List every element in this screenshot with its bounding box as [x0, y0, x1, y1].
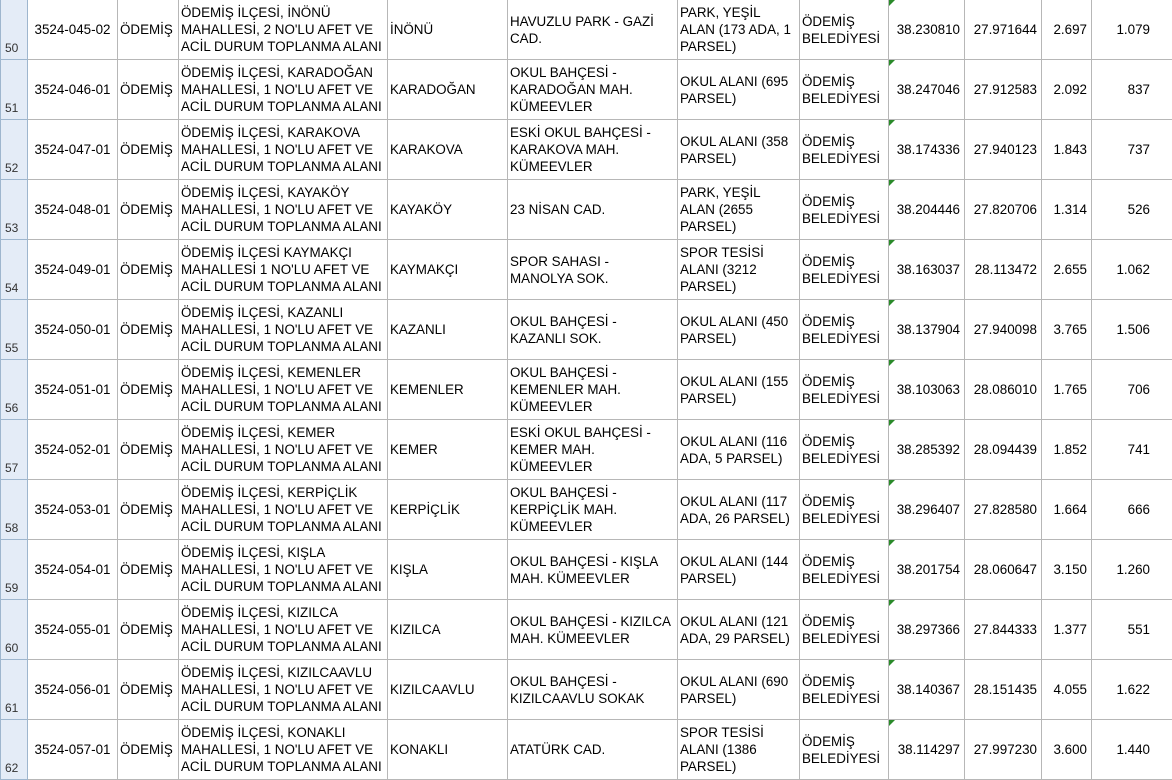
table-row: [1, 480, 1172, 540]
cell-neighborhood[interactable]: KEMER: [388, 420, 508, 480]
cell-latitude[interactable]: 38.140367: [889, 660, 965, 720]
cell-area-type[interactable]: OKUL ALANI (690 PARSEL): [678, 660, 800, 720]
cell-neighborhood[interactable]: KERPİÇLİK: [388, 480, 508, 540]
cell-longitude[interactable]: 27.828580: [965, 480, 1042, 540]
cell-owner[interactable]: ÖDEMİŞ BELEDİYESİ: [800, 180, 889, 240]
cell-location[interactable]: OKUL BAHÇESİ - KERPİÇLİK MAH. KÜMEEVLER: [508, 480, 678, 540]
cell-longitude[interactable]: 27.912583: [965, 60, 1042, 120]
cell-code[interactable]: 3524-056-01: [28, 660, 118, 720]
cell-capacity[interactable]: 1.062: [1092, 240, 1172, 300]
table-row: [1, 420, 1172, 480]
cell-latitude[interactable]: 38.114297: [889, 720, 965, 780]
cell-area-name[interactable]: ÖDEMİŞ İLÇESİ KAYMAKÇI MAHALLESİ 1 NO'LU AFET VE ACİL DURUM TOPLANMA ALANI: [179, 240, 388, 300]
cell-owner[interactable]: ÖDEMİŞ BELEDİYESİ: [800, 300, 889, 360]
row-header[interactable]: 58: [1, 480, 28, 540]
cell-area-name[interactable]: ÖDEMİŞ İLÇESİ, KARAKOVA MAHALLESİ, 1 NO'LU AFET VE ACİL DURUM TOPLANMA ALANI: [179, 120, 388, 180]
cell-longitude[interactable]: 28.151435: [965, 660, 1042, 720]
cell-location[interactable]: OKUL BAHÇESİ - KAZANLI SOK.: [508, 300, 678, 360]
cell-area-size[interactable]: 1.314: [1042, 180, 1092, 240]
cell-area-type[interactable]: PARK, YEŞİL ALAN (173 ADA, 1 PARSEL): [678, 0, 800, 60]
row-header[interactable]: 57: [1, 420, 28, 480]
cell-area-type[interactable]: SPOR TESİSİ ALANI (1386 PARSEL): [678, 720, 800, 780]
cell-latitude[interactable]: 38.137904: [889, 300, 965, 360]
row-header[interactable]: 56: [1, 360, 28, 420]
cell-neighborhood[interactable]: KIŞLA: [388, 540, 508, 600]
row-header[interactable]: 59: [1, 540, 28, 600]
cell-owner[interactable]: ÖDEMİŞ BELEDİYESİ: [800, 420, 889, 480]
cell-code[interactable]: 3524-045-02: [28, 0, 118, 60]
row-header[interactable]: 52: [1, 120, 28, 180]
cell-district[interactable]: ÖDEMİŞ: [118, 240, 179, 300]
cell-area-type[interactable]: OKUL ALANI (155 PARSEL): [678, 360, 800, 420]
cell-owner[interactable]: ÖDEMİŞ BELEDİYESİ: [800, 360, 889, 420]
cell-area-type[interactable]: OKUL ALANI (117 ADA, 26 PARSEL): [678, 480, 800, 540]
cell-district[interactable]: ÖDEMİŞ: [118, 360, 179, 420]
cell-district[interactable]: ÖDEMİŞ: [118, 660, 179, 720]
cell-district[interactable]: ÖDEMİŞ: [118, 180, 179, 240]
cell-area-type[interactable]: OKUL ALANI (121 ADA, 29 PARSEL): [678, 600, 800, 660]
row-header[interactable]: 61: [1, 660, 28, 720]
cell-area-type[interactable]: OKUL ALANI (116 ADA, 5 PARSEL): [678, 420, 800, 480]
table-row: [1, 360, 1172, 420]
cell-area-name[interactable]: ÖDEMİŞ İLÇESİ, KAZANLI MAHALLESİ, 1 NO'LU AFET VE ACİL DURUM TOPLANMA ALANI: [179, 300, 388, 360]
cell-longitude[interactable]: 28.094439: [965, 420, 1042, 480]
row-header[interactable]: 62: [1, 720, 28, 780]
cell-latitude[interactable]: 38.204446: [889, 180, 965, 240]
cell-code[interactable]: 3524-046-01: [28, 60, 118, 120]
cell-area-size[interactable]: 1.377: [1042, 600, 1092, 660]
cell-location[interactable]: OKUL BAHÇESİ - KIŞLA MAH. KÜMEEVLER: [508, 540, 678, 600]
cell-area-name[interactable]: ÖDEMİŞ İLÇESİ, KERPİÇLİK MAHALLESİ, 1 NO'LU AFET VE ACİL DURUM TOPLANMA ALANI: [179, 480, 388, 540]
cell-area-size[interactable]: 1.765: [1042, 360, 1092, 420]
cell-area-size[interactable]: 1.664: [1042, 480, 1092, 540]
cell-location[interactable]: SPOR SAHASI - MANOLYA SOK.: [508, 240, 678, 300]
cell-area-size[interactable]: 3.600: [1042, 720, 1092, 780]
cell-district[interactable]: ÖDEMİŞ: [118, 480, 179, 540]
cell-longitude[interactable]: 27.971644: [965, 0, 1042, 60]
cell-neighborhood[interactable]: KARAKOVA: [388, 120, 508, 180]
cell-district[interactable]: ÖDEMİŞ: [118, 120, 179, 180]
cell-latitude[interactable]: 38.201754: [889, 540, 965, 600]
cell-area-size[interactable]: 1.843: [1042, 120, 1092, 180]
cell-latitude[interactable]: 38.297366: [889, 600, 965, 660]
cell-code[interactable]: 3524-049-01: [28, 240, 118, 300]
cell-owner[interactable]: ÖDEMİŞ BELEDİYESİ: [800, 480, 889, 540]
cell-code[interactable]: 3524-050-01: [28, 300, 118, 360]
cell-district[interactable]: ÖDEMİŞ: [118, 540, 179, 600]
cell-neighborhood[interactable]: KONAKLI: [388, 720, 508, 780]
cell-longitude[interactable]: 27.820706: [965, 180, 1042, 240]
cell-capacity[interactable]: 526: [1092, 180, 1172, 240]
cell-area-size[interactable]: 1.852: [1042, 420, 1092, 480]
cell-longitude[interactable]: 27.940098: [965, 300, 1042, 360]
cell-district[interactable]: ÖDEMİŞ: [118, 720, 179, 780]
cell-owner[interactable]: ÖDEMİŞ BELEDİYESİ: [800, 600, 889, 660]
cell-area-name[interactable]: ÖDEMİŞ İLÇESİ, KEMENLER MAHALLESİ, 1 NO'LU AFET VE ACİL DURUM TOPLANMA ALANI: [179, 360, 388, 420]
table-row: [1, 720, 1172, 780]
cell-location[interactable]: ESKİ OKUL BAHÇESİ - KEMER MAH. KÜMEEVLER: [508, 420, 678, 480]
table-row: [1, 660, 1172, 720]
cell-area-type[interactable]: OKUL ALANI (450 PARSEL): [678, 300, 800, 360]
table-row: [1, 180, 1172, 240]
cell-neighborhood[interactable]: KAZANLI: [388, 300, 508, 360]
cell-capacity[interactable]: 1.440: [1092, 720, 1172, 780]
cell-area-type[interactable]: OKUL ALANI (695 PARSEL): [678, 60, 800, 120]
cell-area-size[interactable]: 2.092: [1042, 60, 1092, 120]
cell-area-name[interactable]: ÖDEMİŞ İLÇESİ, KONAKLI MAHALLESİ, 1 NO'LU AFET VE ACİL DURUM TOPLANMA ALANI: [179, 720, 388, 780]
table-row: [1, 120, 1172, 180]
cell-latitude[interactable]: 38.296407: [889, 480, 965, 540]
cell-owner[interactable]: ÖDEMİŞ BELEDİYESİ: [800, 540, 889, 600]
cell-latitude[interactable]: 38.230810: [889, 0, 965, 60]
table-row: [1, 300, 1172, 360]
cell-capacity[interactable]: 737: [1092, 120, 1172, 180]
cell-code[interactable]: 3524-052-01: [28, 420, 118, 480]
cell-location[interactable]: OKUL BAHÇESİ - KIZILCAAVLU SOKAK: [508, 660, 678, 720]
cell-area-name[interactable]: ÖDEMİŞ İLÇESİ, KAYAKÖY MAHALLESİ, 1 NO'LU AFET VE ACİL DURUM TOPLANMA ALANI: [179, 180, 388, 240]
cell-area-size[interactable]: 3.765: [1042, 300, 1092, 360]
row-header[interactable]: 53: [1, 180, 28, 240]
cell-neighborhood[interactable]: İNÖNÜ: [388, 0, 508, 60]
row-header[interactable]: 54: [1, 240, 28, 300]
cell-location[interactable]: HAVUZLU PARK - GAZİ CAD.: [508, 0, 678, 60]
cell-capacity[interactable]: 1.260: [1092, 540, 1172, 600]
cell-capacity[interactable]: 837: [1092, 60, 1172, 120]
cell-owner[interactable]: ÖDEMİŞ BELEDİYESİ: [800, 720, 889, 780]
cell-neighborhood[interactable]: KAYMAKÇI: [388, 240, 508, 300]
cell-latitude[interactable]: 38.247046: [889, 60, 965, 120]
cell-latitude[interactable]: 38.103063: [889, 360, 965, 420]
cell-latitude[interactable]: 38.163037: [889, 240, 965, 300]
cell-area-size[interactable]: 2.697: [1042, 0, 1092, 60]
cell-location[interactable]: OKUL BAHÇESİ - KIZILCA MAH. KÜMEEVLER: [508, 600, 678, 660]
cell-location[interactable]: ATATÜRK CAD.: [508, 720, 678, 780]
cell-owner[interactable]: ÖDEMİŞ BELEDİYESİ: [800, 120, 889, 180]
cell-area-type[interactable]: OKUL ALANI (358 PARSEL): [678, 120, 800, 180]
cell-capacity[interactable]: 1.622: [1092, 660, 1172, 720]
table-row: [1, 60, 1172, 120]
row-header[interactable]: 55: [1, 300, 28, 360]
cell-code[interactable]: 3524-047-01: [28, 120, 118, 180]
cell-location[interactable]: OKUL BAHÇESİ - KARADOĞAN MAH. KÜMEEVLER: [508, 60, 678, 120]
cell-longitude[interactable]: 27.940123: [965, 120, 1042, 180]
cell-area-name[interactable]: ÖDEMİŞ İLÇESİ, KEMER MAHALLESİ, 1 NO'LU AFET VE ACİL DURUM TOPLANMA ALANI: [179, 420, 388, 480]
cell-longitude[interactable]: 28.086010: [965, 360, 1042, 420]
cell-code[interactable]: 3524-051-01: [28, 360, 118, 420]
cell-neighborhood[interactable]: KIZILCA: [388, 600, 508, 660]
cell-area-type[interactable]: OKUL ALANI (144 PARSEL): [678, 540, 800, 600]
row-header[interactable]: 60: [1, 600, 28, 660]
cell-area-name[interactable]: ÖDEMİŞ İLÇESİ, İNÖNÜ MAHALLESİ, 2 NO'LU AFET VE ACİL DURUM TOPLANMA ALANI: [179, 0, 388, 60]
spreadsheet-body: [1, 0, 1172, 780]
cell-area-name[interactable]: ÖDEMİŞ İLÇESİ, KIZILCAAVLU MAHALLESİ, 1 NO'LU AFET VE ACİL DURUM TOPLANMA ALANI: [179, 660, 388, 720]
table-row: [1, 540, 1172, 600]
cell-code[interactable]: 3524-055-01: [28, 600, 118, 660]
cell-code[interactable]: 3524-053-01: [28, 480, 118, 540]
cell-district[interactable]: ÖDEMİŞ: [118, 0, 179, 60]
table-row: [1, 240, 1172, 300]
cell-location[interactable]: 23 NİSAN CAD.: [508, 180, 678, 240]
cell-owner[interactable]: ÖDEMİŞ BELEDİYESİ: [800, 60, 889, 120]
cell-capacity[interactable]: 551: [1092, 600, 1172, 660]
table-row: [1, 0, 1172, 60]
cell-area-size[interactable]: 2.655: [1042, 240, 1092, 300]
cell-area-name[interactable]: ÖDEMİŞ İLÇESİ, KIŞLA MAHALLESİ, 1 NO'LU AFET VE ACİL DURUM TOPLANMA ALANI: [179, 540, 388, 600]
row-header[interactable]: 51: [1, 60, 28, 120]
cell-district[interactable]: ÖDEMİŞ: [118, 300, 179, 360]
row-header[interactable]: 50: [1, 0, 28, 60]
cell-neighborhood[interactable]: KAYAKÖY: [388, 180, 508, 240]
cell-capacity[interactable]: 666: [1092, 480, 1172, 540]
cell-district[interactable]: ÖDEMİŞ: [118, 60, 179, 120]
cell-latitude[interactable]: 38.174336: [889, 120, 965, 180]
cell-capacity[interactable]: 706: [1092, 360, 1172, 420]
cell-owner[interactable]: ÖDEMİŞ BELEDİYESİ: [800, 240, 889, 300]
cell-capacity[interactable]: 1.506: [1092, 300, 1172, 360]
cell-code[interactable]: 3524-057-01: [28, 720, 118, 780]
cell-code[interactable]: 3524-054-01: [28, 540, 118, 600]
cell-capacity[interactable]: 1.079: [1092, 0, 1172, 60]
cell-longitude[interactable]: 28.113472: [965, 240, 1042, 300]
cell-longitude[interactable]: 28.060647: [965, 540, 1042, 600]
cell-area-type[interactable]: PARK, YEŞİL ALAN (2655 PARSEL): [678, 180, 800, 240]
cell-owner[interactable]: ÖDEMİŞ BELEDİYESİ: [800, 660, 889, 720]
cell-district[interactable]: ÖDEMİŞ: [118, 600, 179, 660]
cell-neighborhood[interactable]: KIZILCAAVLU: [388, 660, 508, 720]
cell-area-name[interactable]: ÖDEMİŞ İLÇESİ, KARADOĞAN MAHALLESİ, 1 NO'LU AFET VE ACİL DURUM TOPLANMA ALANI: [179, 60, 388, 120]
cell-latitude[interactable]: 38.285392: [889, 420, 965, 480]
cell-area-type[interactable]: SPOR TESİSİ ALANI (3212 PARSEL): [678, 240, 800, 300]
cell-area-name[interactable]: ÖDEMİŞ İLÇESİ, KIZILCA MAHALLESİ, 1 NO'LU AFET VE ACİL DURUM TOPLANMA ALANI: [179, 600, 388, 660]
cell-location[interactable]: ESKİ OKUL BAHÇESİ - KARAKOVA MAH. KÜMEEVLER: [508, 120, 678, 180]
cell-capacity[interactable]: 741: [1092, 420, 1172, 480]
cell-district[interactable]: ÖDEMİŞ: [118, 420, 179, 480]
cell-longitude[interactable]: 27.844333: [965, 600, 1042, 660]
cell-location[interactable]: OKUL BAHÇESİ - KEMENLER MAH. KÜMEEVLER: [508, 360, 678, 420]
cell-area-size[interactable]: 3.150: [1042, 540, 1092, 600]
cell-owner[interactable]: ÖDEMİŞ BELEDİYESİ: [800, 0, 889, 60]
cell-neighborhood[interactable]: KEMENLER: [388, 360, 508, 420]
cell-code[interactable]: 3524-048-01: [28, 180, 118, 240]
cell-area-size[interactable]: 4.055: [1042, 660, 1092, 720]
cell-longitude[interactable]: 27.997230: [965, 720, 1042, 780]
cell-neighborhood[interactable]: KARADOĞAN: [388, 60, 508, 120]
table-row: [1, 600, 1172, 660]
